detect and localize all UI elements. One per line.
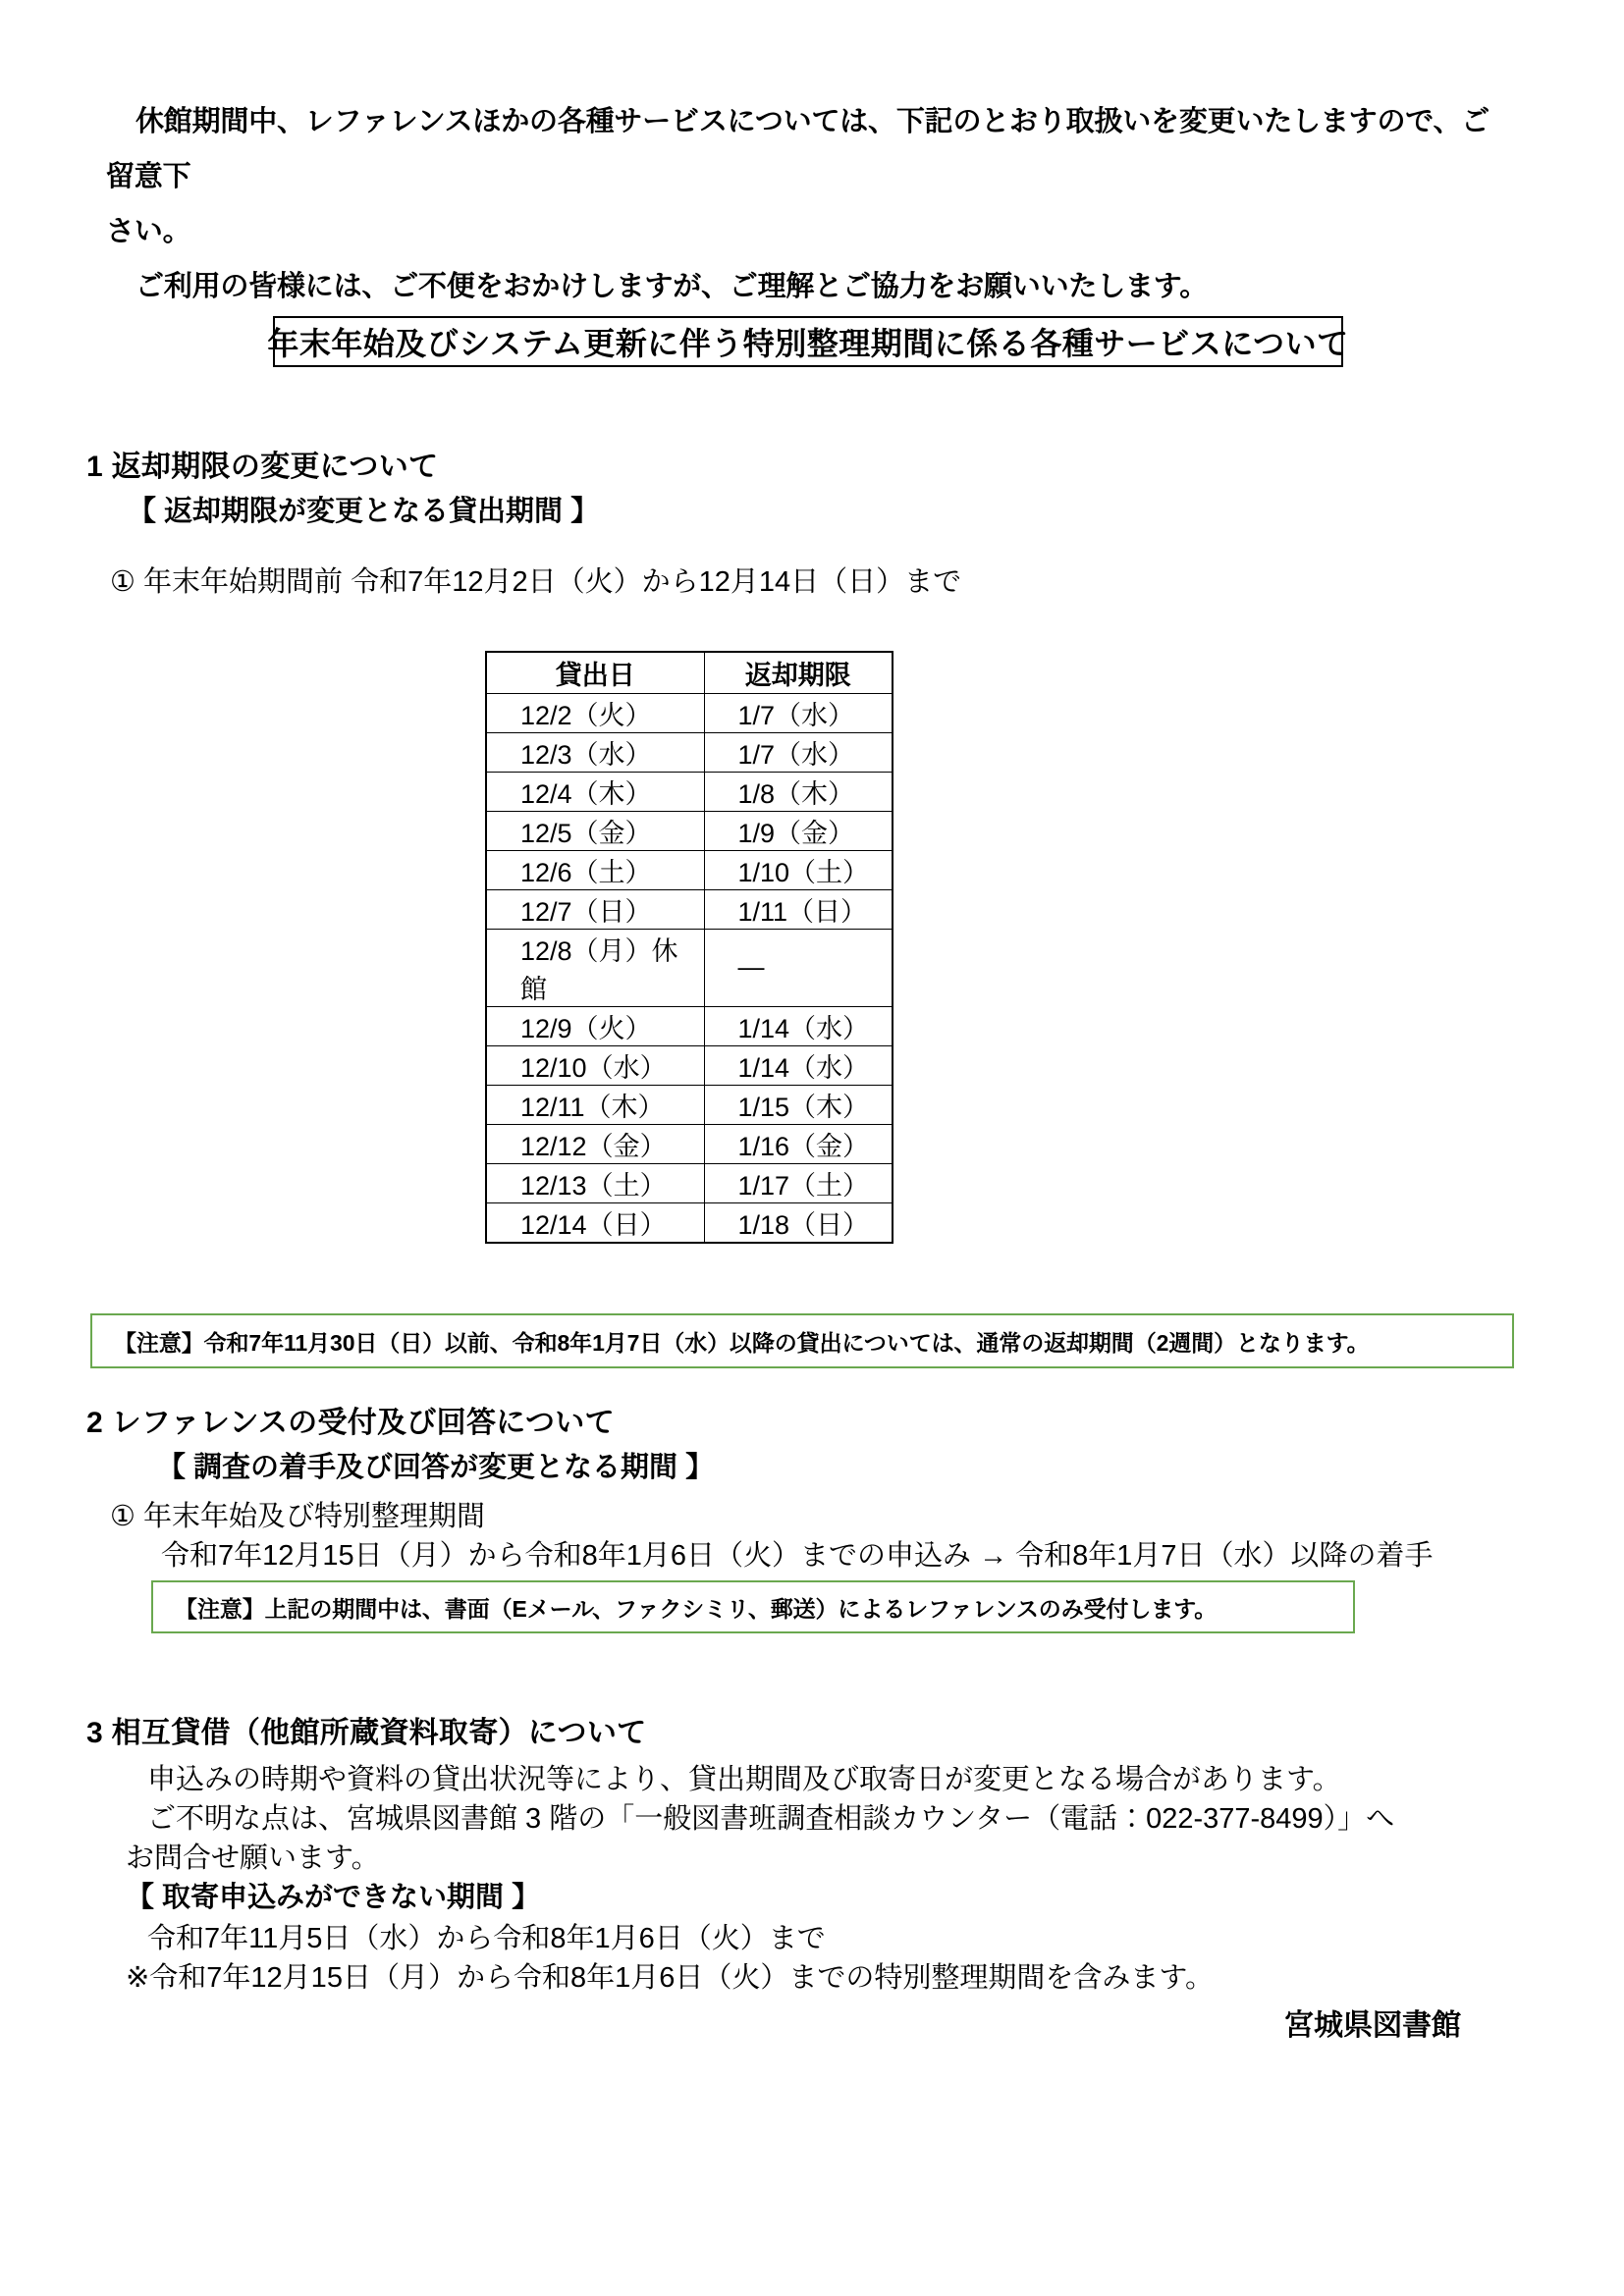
section-1-note-text: 【注意】令和7年11月30日（日）以前、令和8年1月7日（水）以降の貸出については、通常の返却期間（2週間）となります。: [114, 1329, 1370, 1356]
section-1-item-1: ① 年末年始期間前 令和7年12月2日（火）から12月14日（日）まで: [110, 566, 962, 598]
cell-loan-date: 12/7（日）: [486, 889, 704, 929]
table-row: [486, 1124, 893, 1163]
cell-loan-date: 12/6（土）: [486, 850, 704, 889]
section-3-line-3: お問合せ願います。: [126, 1842, 380, 1874]
document-title-box: [267, 316, 1349, 367]
cell-due-date: 1/14（水）: [704, 1045, 893, 1085]
cell-due-date: 1/16（金）: [704, 1124, 893, 1163]
section-2-heading: 2 レファレンスの受付及び回答について: [86, 1407, 615, 1439]
section-3-line-4: 令和7年11月5日（水）から令和8年1月6日（火）まで: [147, 1923, 826, 1954]
intro-line-3: ご利用の皆様には、ご不便をおかけしますが、ご理解とご協力をお願いいたします。: [135, 271, 1209, 302]
table-row: [486, 1202, 893, 1243]
section-3-line-1: 申込みの時期や資料の貸出状況等により、貸出期間及び取寄日が変更となる場合があります。: [147, 1764, 1341, 1795]
section-1-note-box: [90, 1313, 1514, 1368]
cell-loan-date: 12/10（水）: [486, 1045, 704, 1085]
table-body: [486, 693, 893, 1243]
section-3-subheading: 【 取寄申込みができない期間 】: [126, 1882, 541, 1913]
cell-due-date: 1/14（水）: [704, 1006, 893, 1045]
column-header-loan-date: 貸出日: [486, 652, 704, 693]
intro-paragraphs: [106, 94, 1510, 314]
table-row: [486, 693, 893, 732]
section-2-note-text: 【注意】上記の期間中は、書面（Eメール、ファクシミリ、郵送）によるレファレンスのみ受付します。: [175, 1595, 1218, 1622]
cell-due-date: —: [704, 929, 893, 1006]
document-title: 年末年始及びシステム更新に伴う特別整理期間に係る各種サービスについて: [267, 326, 1349, 361]
cell-loan-date: 12/3（水）: [486, 732, 704, 772]
cell-due-date: 1/11（日）: [704, 889, 893, 929]
cell-due-date: 1/10（土）: [704, 850, 893, 889]
cell-loan-date: 12/13（土）: [486, 1163, 704, 1202]
section-2-subheading: 【 調査の着手及び回答が変更となる期間 】: [157, 1452, 715, 1483]
cell-due-date: 1/15（木）: [704, 1085, 893, 1124]
section-1-subheading: 【 返却期限が変更となる貸出期間 】: [128, 496, 600, 527]
table-row: [486, 850, 893, 889]
table-header-row: [486, 652, 893, 693]
cell-due-date: 1/18（日）: [704, 1202, 893, 1243]
table-row: [486, 929, 893, 1006]
cell-due-date: 1/17（土）: [704, 1163, 893, 1202]
loan-due-date-table: [485, 651, 893, 1244]
intro-line-2: さい。: [106, 216, 191, 247]
cell-due-date: 1/9（金）: [704, 811, 893, 850]
cell-loan-date: 12/4（木）: [486, 772, 704, 811]
table-row: [486, 772, 893, 811]
section-2-item-1: ① 年末年始及び特別整理期間: [110, 1501, 486, 1532]
column-header-due-date: 返却期限: [704, 652, 893, 693]
cell-loan-date: 12/5（金）: [486, 811, 704, 850]
table-row: [486, 1163, 893, 1202]
table-row: [486, 811, 893, 850]
table-row: [486, 732, 893, 772]
cell-loan-date: 12/11（木）: [486, 1085, 704, 1124]
table-row: [486, 1085, 893, 1124]
cell-loan-date: 12/12（金）: [486, 1124, 704, 1163]
cell-loan-date: 12/2（火）: [486, 693, 704, 732]
table-row: [486, 1045, 893, 1085]
section-3-line-5: ※令和7年12月15日（月）から令和8年1月6日（火）までの特別整理期間を含みます。: [126, 1962, 1215, 1994]
section-3-line-2: ご不明な点は、宮城県図書館 3 階の「一般図書班調査相談カウンター（電話：022-377-8499）」へ: [147, 1803, 1395, 1835]
section-1-heading: 1 返却期限の変更について: [86, 451, 439, 483]
table-row: [486, 1006, 893, 1045]
table-row: [486, 889, 893, 929]
cell-due-date: 1/8（木）: [704, 772, 893, 811]
section-2-item-1-detail: 令和7年12月15日（月）から令和8年1月6日（火）までの申込み → 令和8年1月7日（水）以降の着手: [161, 1540, 1434, 1572]
issuer-signature: 宮城県図書館: [1284, 2009, 1461, 2042]
cell-loan-date: 12/8（月）休館: [486, 929, 704, 1006]
section-3-heading: 3 相互貸借（他館所蔵資料取寄）について: [86, 1717, 647, 1749]
intro-line-1: 休館期間中、レファレンスほかの各種サービスについては、下記のとおり取扱いを変更いたしますので、ご留意下: [106, 106, 1490, 192]
cell-due-date: 1/7（水）: [704, 693, 893, 732]
cell-loan-date: 12/14（日）: [486, 1202, 704, 1243]
cell-loan-date: 12/9（火）: [486, 1006, 704, 1045]
section-2-note-box: [151, 1580, 1355, 1633]
cell-due-date: 1/7（水）: [704, 732, 893, 772]
